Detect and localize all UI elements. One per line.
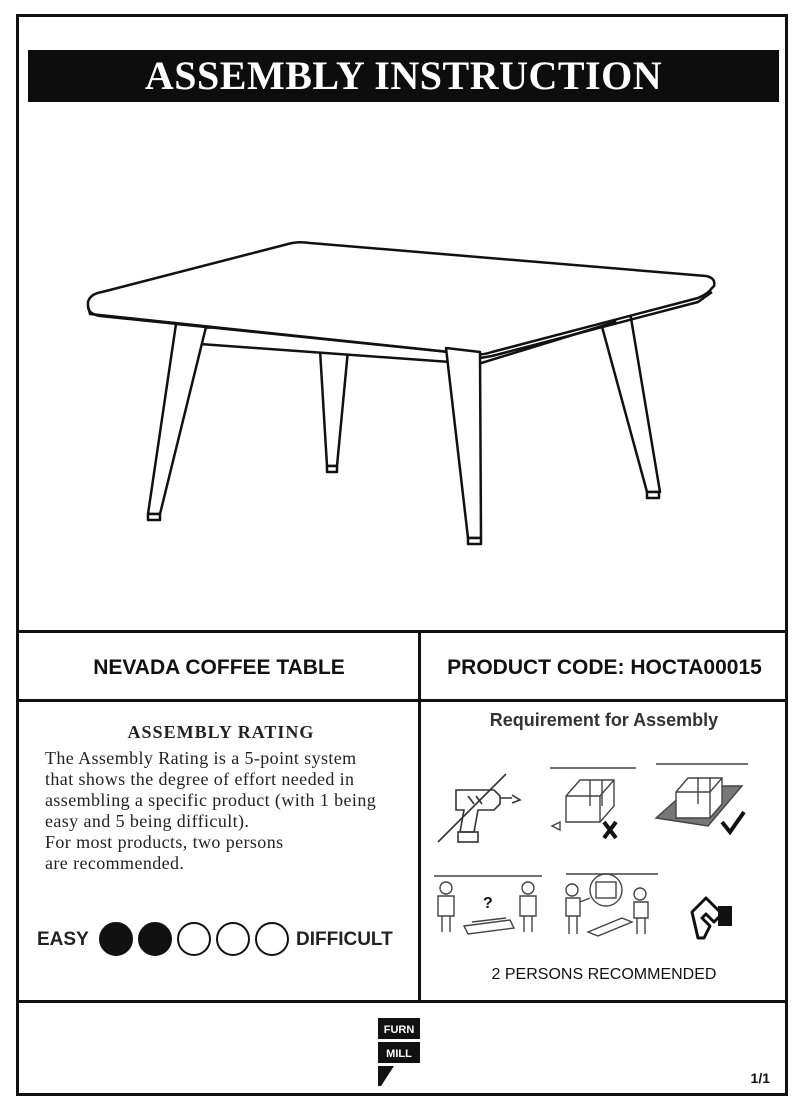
product-name: NEVADA COFFEE TABLE [93, 656, 345, 679]
reading-instructions-icon [562, 870, 662, 940]
rating-dot-1 [99, 922, 133, 956]
coffee-table-illustration [80, 230, 730, 560]
difficult-label: DIFFICULT [296, 929, 393, 950]
furnmill-logo [378, 1018, 420, 1086]
divider-bottom [18, 1000, 788, 1003]
correct-surface-icon [652, 762, 752, 846]
rating-dot-2 [138, 922, 172, 956]
rating-description: The Assembly Rating is a 5-point system that shows the degree of effort needed in assembling a specific product (with 1 being easy and 5 being difficult). [45, 748, 377, 831]
brand-line2: MILL [386, 1048, 412, 1060]
rating-dot-4 [216, 922, 250, 956]
rating-dot-5 [255, 922, 289, 956]
divider-middle [18, 699, 788, 702]
hand-tool-icon [688, 892, 738, 944]
rating-dot-3 [177, 922, 211, 956]
product-code: PRODUCT CODE: HOCTA00015 [447, 656, 762, 679]
svg-text:?: ? [483, 895, 493, 912]
page-number: 1/1 [750, 1070, 770, 1086]
requirements-title: Requirement for Assembly [489, 710, 719, 730]
assembly-rating-text [45, 748, 405, 874]
divider-vertical [418, 630, 421, 1002]
divider-top [18, 630, 788, 633]
persons-recommended-note: 2 PERSONS RECOMMENDED [491, 966, 717, 983]
no-power-drill-icon [434, 770, 526, 846]
two-person-question-icon [432, 872, 544, 938]
rating-recommendation: For most products, two persons are recommended. [45, 832, 284, 873]
page-title: ASSEMBLY INSTRUCTION [28, 50, 779, 102]
brand-line1: FURN [383, 1024, 415, 1036]
wrong-surface-icon [544, 766, 640, 846]
easy-label: EASY [37, 929, 89, 950]
assembly-rating-title: ASSEMBLY RATING [127, 722, 315, 742]
